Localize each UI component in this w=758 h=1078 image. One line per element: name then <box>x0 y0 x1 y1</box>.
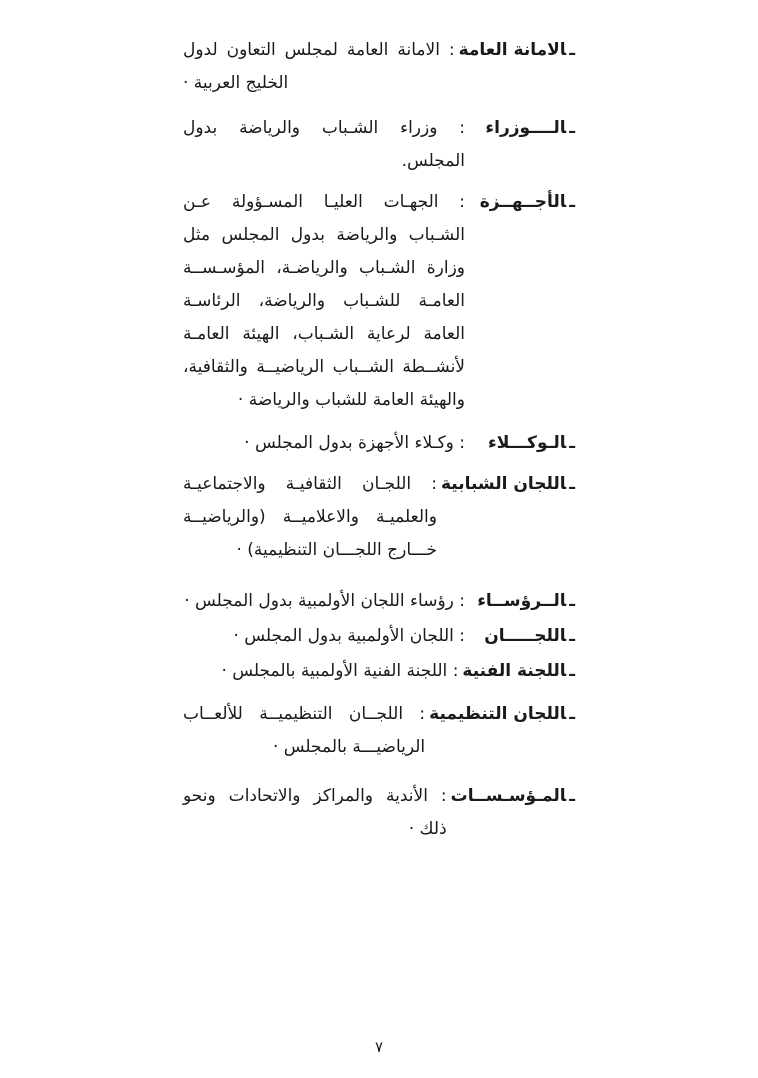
term-label: الـوكـــلاء <box>488 433 567 453</box>
term-label: اللجان الشبابية <box>440 474 567 494</box>
term-cell <box>429 698 575 731</box>
term-cell <box>469 186 575 219</box>
definition-entry <box>183 698 575 764</box>
definition-text: : الجهـات العليـا المسـؤولة عـن الشـباب والرياضة بدول المجلس مثل وزارة الشـباب والرياضـة، المؤسـســة العامـة للشـباب والرياضة، الرئاسـة العامة لرعاية الشـباب، الهيئة العامـة لأنشــطة الشــباب الرياضيــة والثقافية، والهيئة العامة للشباب والرياضة · <box>183 192 465 410</box>
term-dash: ـ <box>569 433 575 453</box>
term-cell <box>459 34 575 67</box>
definition-text: : اللجـان الثقافيـة والاجتماعيـة والعلميـة والاعلاميــة (والرياضيــة خـــارج اللجـــان التنظيمية) · <box>183 474 437 560</box>
term-cell <box>469 620 575 653</box>
term-dash: ـ <box>569 661 575 681</box>
term-dash: ـ <box>569 192 575 212</box>
term-dash: ـ <box>569 118 575 138</box>
term-label: اللجـــــان <box>484 626 567 646</box>
term-dash: ـ <box>569 704 575 724</box>
term-dash: ـ <box>569 591 575 611</box>
definitions-list <box>183 34 575 846</box>
definition-entry <box>183 655 575 688</box>
term-label: اللجنة الفنية <box>462 661 567 681</box>
definition-text: : اللجان الأولمبية بدول المجلس · <box>233 626 465 646</box>
definition-text: : الامانة العامة لمجلس التعاون لدول الخليج العربية · <box>183 40 455 93</box>
term-cell <box>441 468 575 501</box>
definition-entry <box>183 780 575 846</box>
definition-entry <box>183 585 575 618</box>
definition-text: : اللجنة الفنية الأولمبية بالمجلس · <box>221 661 459 681</box>
definition-text: : اللجــان التنظيميــة للألعــاب الرياضيـــة بالمجلس · <box>183 704 426 757</box>
definition-entry <box>183 186 575 417</box>
term-dash: ـ <box>569 40 575 60</box>
definition-entry <box>183 112 575 178</box>
definition-entry <box>183 620 575 653</box>
definition-text: : الأندية والمراكز والاتحادات ونحو ذلك · <box>183 786 447 839</box>
term-label: الــــوزراء <box>485 118 567 138</box>
term-label: المـؤسـســات <box>450 786 567 806</box>
definition-text: : وكـلاء الأجهزة بدول المجلس · <box>244 433 465 453</box>
term-cell <box>469 585 575 618</box>
page-number: ٧ <box>374 1038 384 1056</box>
definition-entry <box>183 427 575 460</box>
definition-text: : رؤساء اللجان الأولمبية بدول المجلس · <box>184 591 465 611</box>
definition-entry <box>183 34 575 100</box>
term-label: اللجان التنظيمية <box>429 704 567 724</box>
term-cell <box>469 112 575 145</box>
term-dash: ـ <box>569 786 575 806</box>
term-dash: ـ <box>569 626 575 646</box>
term-cell <box>469 427 575 460</box>
definition-text: : وزراء الشـباب والرياضة بدول المجلس. <box>183 118 465 171</box>
term-cell <box>462 655 575 688</box>
term-label: الامانة العامة <box>458 40 567 60</box>
definition-entry <box>183 468 575 567</box>
term-label: الأجــهــزة <box>479 192 567 212</box>
term-dash: ـ <box>569 474 575 494</box>
term-label: الــرؤســاء <box>477 591 567 611</box>
term-cell <box>451 780 575 813</box>
